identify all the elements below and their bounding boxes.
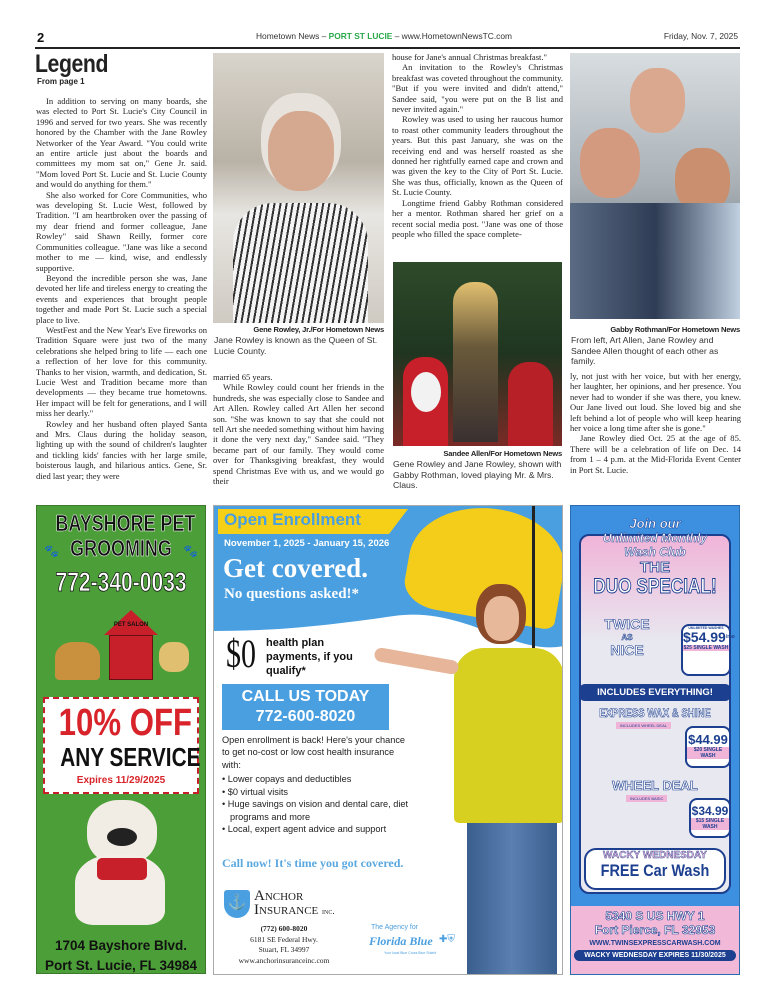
company-phone[interactable]: (772) 600-8020 [260, 924, 308, 933]
zero-dollars: $0 [226, 631, 256, 676]
paragraph: WestFest and the New Year's Eve fireworks on Tradition Square were just two of the many celebrations she helped bring to life — each one a reflection of her love for this community. Thanks to her vision, warmth, and dedication, St. Lucie West and Tradition became more than developments — they became true hometowns. Her impact will be felt for generations, and I will miss her dearly." [36, 324, 207, 419]
express-wax-shine: EXPRESS WAX & SHINE [599, 706, 711, 720]
enrollment-dates: November 1, 2025 - January 15, 2026 [224, 538, 390, 549]
wacky-label: WACKY WEDNESDAY [603, 850, 707, 861]
folio [256, 31, 512, 41]
ad-anchor-insurance[interactable] [213, 505, 563, 975]
company-street: 6181 SE Federal Hwy. [250, 934, 318, 944]
agency-label: The Agency for [371, 924, 419, 931]
photo-jane-rowley [213, 53, 384, 323]
headline: Legend [35, 50, 109, 78]
salon-sign: PET SALON [113, 622, 149, 628]
company-name-2: Insurance [254, 902, 319, 918]
paw-icon: 🐾 [44, 544, 59, 558]
ad-address-2: Port St. Lucie, FL 34984 [44, 958, 198, 973]
jeans [467, 823, 557, 975]
benefit-item: • Huge savings on vision and dental care, diet programs and more [222, 799, 409, 822]
issue-date: Friday, Nov. 7, 2025 [663, 31, 738, 41]
paragraph: Jane Rowley died Oct. 25 at the age of 85. There will be a celebration of life on Dec. 14 from 1 – 4 p.m. at the Mid-Florida Event Center in Port St. Lucie. [570, 433, 741, 475]
article-column-2 [213, 372, 384, 486]
paw-icon: 🐾 [183, 544, 198, 558]
paragraph: Beyond the incredible person she was, Jane devoted her life and tireless energy to creating the events and experiences that brought people together and made Port St. Lucie such a special place to live. [36, 272, 207, 325]
ad-business-name: BAYSHORE PET [55, 510, 196, 536]
photo-credit: Gabby Rothman/For Hometown News [610, 325, 740, 334]
price-label: UNLIMITED WASHES [688, 626, 724, 630]
paragraph: While Rowley could count her friends in the hundreds, she was especially close to Sandee and Art Allen. Rowley called Art Allen her second son. "She was known to say that she could not tell Art she needed something without him having it done the very next day," Sandee said. "They became part of our family. They would come over for Thanksgiving breakfast, they would spend Christmas Eve with us, and we would go their [213, 382, 384, 487]
company-website[interactable]: www.anchorinsuranceinc.com [238, 955, 330, 965]
benefit-item: • Lower copays and deductibles [222, 774, 352, 784]
the-label: THE [640, 559, 670, 576]
article-column-4 [570, 371, 741, 475]
price-value: $54.99 [683, 629, 726, 645]
coupon-subtext: ANY SERVICE [60, 742, 201, 772]
coupon [43, 697, 199, 794]
zero-text: health plan payments, if you qualify* [266, 637, 353, 677]
ad-phone[interactable]: 772-340-0033 [55, 567, 187, 597]
company-logo [254, 889, 335, 918]
blue-cross-shield-icon: ✚⛨ [439, 934, 455, 945]
nice: NICE [610, 642, 644, 658]
florida-blue-logo: Florida Blue [369, 934, 433, 948]
site-url: – www.HometownNewsTC.com [392, 31, 512, 41]
pet-salon-illustration [37, 602, 205, 687]
company-suffix: inc. [322, 906, 335, 916]
yellow-raincoat [454, 648, 563, 823]
benefits-list [222, 773, 417, 836]
banner-title: Open Enrollment [224, 510, 361, 529]
as: AS [621, 633, 633, 642]
join-label: Join our [629, 516, 681, 531]
wacky-wednesday-box [584, 848, 726, 890]
price-wheel-deal [689, 798, 731, 838]
club-label: Unlimited Monthly [603, 531, 707, 545]
photo-credit: Gene Rowley, Jr./For Hometown News [253, 325, 384, 334]
company-contact [214, 924, 354, 966]
pricing-panel [579, 516, 735, 894]
benefit-text: $0 virtual visits [227, 786, 289, 797]
call-phone: 772-600-8020 [255, 708, 356, 725]
club-label-2: Wash Club [624, 545, 686, 559]
anchor-shield-icon: ⚓ [224, 890, 250, 918]
single-price: $25 SINGLE WASH [683, 645, 729, 651]
company-city: Stuart, FL 34997 [258, 945, 310, 954]
paragraph: Longtime friend Gabby Rothman considered her a mentor. Rothman shared her grief on a recent social media post. "Jane was one of those people who filled the space complete- [392, 197, 563, 239]
ad-address-2: Fort Pierce, FL 32953 [594, 923, 716, 937]
ad-business-name-2: GROOMING [70, 535, 172, 561]
company-name: Anchor [254, 888, 304, 904]
call-label: CALL US TODAY [241, 688, 370, 705]
free-wash: FREE Car Wash [600, 861, 710, 880]
ad-address-1: 1704 Bayshore Blvd. [54, 938, 188, 953]
call-to-action: Call now! It's time you got covered. [222, 856, 404, 870]
ad-bayshore-pet-grooming[interactable] [36, 505, 206, 974]
publication: Hometown News – [256, 31, 329, 41]
woman-face [484, 596, 519, 641]
call-us-box[interactable] [222, 684, 389, 730]
dog-photo [37, 800, 205, 925]
includes-everything: INCLUDES EVERYTHING! [579, 684, 731, 701]
price-value: $34.99 [691, 804, 729, 818]
article-column-1 [36, 96, 207, 481]
paragraph: An invitation to the Rowley's Christmas breakfast was coveted throughout the community. "But if you were invited and didn't attend," Sandee said, "you were put on the B list and never invited again." [392, 62, 563, 115]
intro-text: Open enrollment is back! Here's your chance to get no-cost or low cost health insurance with: [222, 735, 406, 770]
paragraph: ly, not just with her voice, but with her energy, her laughter, her opinions, and her presence. You never had to wonder if she was there, you knew. Our Jane lived out loud. She loved big and she left behind a lot of people who will keep hearing her voice a long time after she is gone." [570, 371, 741, 434]
ad-expiry: WACKY WEDNESDAY EXPIRES 11/30/2025 [574, 950, 736, 961]
photo-allens-and-rowley [570, 53, 740, 319]
photo-credit: Sandee Allen/For Hometown News [443, 449, 562, 458]
benefit-text: Huge savings on vision and dental care, diet programs and more [227, 799, 409, 822]
coupon-offer: 10% OFF [58, 702, 193, 744]
benefit-text: Local, expert agent advice and support [227, 824, 387, 835]
ad-website[interactable]: WWW.TWINSEXPRESSCARWASH.COM [589, 940, 721, 947]
benefit-text: Lower copays and deductibles [227, 774, 352, 784]
photo-caption: Jane Rowley is known as the Queen of St. Lucie County. [214, 335, 378, 356]
edition: PORT ST LUCIE [328, 31, 393, 41]
wheel-deal: WHEEL DEAL [612, 778, 698, 793]
duo-special: DUO SPECIAL! [593, 575, 717, 598]
headline: Get covered. [223, 553, 368, 583]
ad-twins-express-car-wash[interactable] [570, 505, 740, 975]
jump-line: From page 1 [37, 77, 85, 86]
twice: TWICE [604, 616, 650, 632]
photo-caption: Gene Rowley and Jane Rowley, shown with Gabby Rothman, loved playing Mr. & Mrs. Claus. [393, 459, 562, 491]
paragraph: Rowley was used to using her raucous humor to roast other community leaders throughout the years. But this past January, she was on the receiving end and was herself roasted as she donned her rightfully earned cape and crown and was given the key to the City of Port St. Lucie. She was thus, officially, known as the Queen of St. Lucie County. [392, 114, 563, 198]
paragraph: married 65 years. [213, 372, 273, 382]
header-rule [35, 47, 740, 49]
page-number: 2 [37, 30, 45, 45]
benefit-item: • Local, expert agent advice and support [222, 824, 387, 835]
ad-address-1: 5340 S US HWY 1 [605, 909, 705, 923]
paragraph: In addition to serving on many boards, she was elected to Port St. Lucie's City Council in 1996 and served for two years. She was recently honored by the Chamber with the Jane Rowley Networker of the Year Award. "You could write an entire article just about the boards and committees my mom sat on," Gene Jr. said. "Mom loved Port St. Lucie and St. Lucie County and would do anything for them." [36, 96, 207, 190]
photo-santa-claus [393, 262, 562, 446]
photo-caption: From left, Art Allen, Jane Rowley and Sandee Allen thought of each other as family. [571, 335, 719, 367]
florida-blue-tagline: Your local Blue Cross Blue Shield [384, 951, 437, 955]
article-column-3 [392, 52, 563, 239]
express-includes: INCLUDES WHEEL DEAL [616, 722, 671, 729]
price-value: $44.99 [688, 732, 728, 747]
single-price: $15 SINGLE WASH [691, 818, 729, 830]
paragraph: house for Jane's annual Christmas breakfast." [392, 52, 548, 62]
paragraph: She also worked for Core Communities, who was developing St. Lucie West, followed by Tradition. "I am heartbroken over the passing of my dear friend and former colleague, Jane Rowley" said Shawn Reilly, former core Communities colleague. "Jane was like a second mother to me — kind, wise, and endlessly supportive. [36, 189, 207, 273]
wheel-includes: INCLUDES BASIC [626, 795, 667, 802]
price-per-month: /mo [725, 634, 735, 640]
address-band [571, 906, 739, 975]
price-express [685, 726, 731, 768]
paragraph: Rowley and her husband often played Santa and Mrs. Claus during the holiday season, lighting up with the sound of children's laughter and tickling kids' fancies with her large smile, boisterous laugh, and hilarious antics. Gene, Sr. died last year; they were [36, 418, 207, 481]
single-price: $20 SINGLE WASH [687, 747, 729, 759]
subheadline: No questions asked!* [224, 586, 360, 602]
twice-as-nice [587, 618, 667, 657]
coupon-expiry: Expires 11/29/2025 [76, 775, 166, 786]
benefit-item: • $0 virtual visits [222, 786, 289, 797]
price-unlimited-duo [681, 624, 735, 676]
outstretched-hand [373, 647, 459, 676]
